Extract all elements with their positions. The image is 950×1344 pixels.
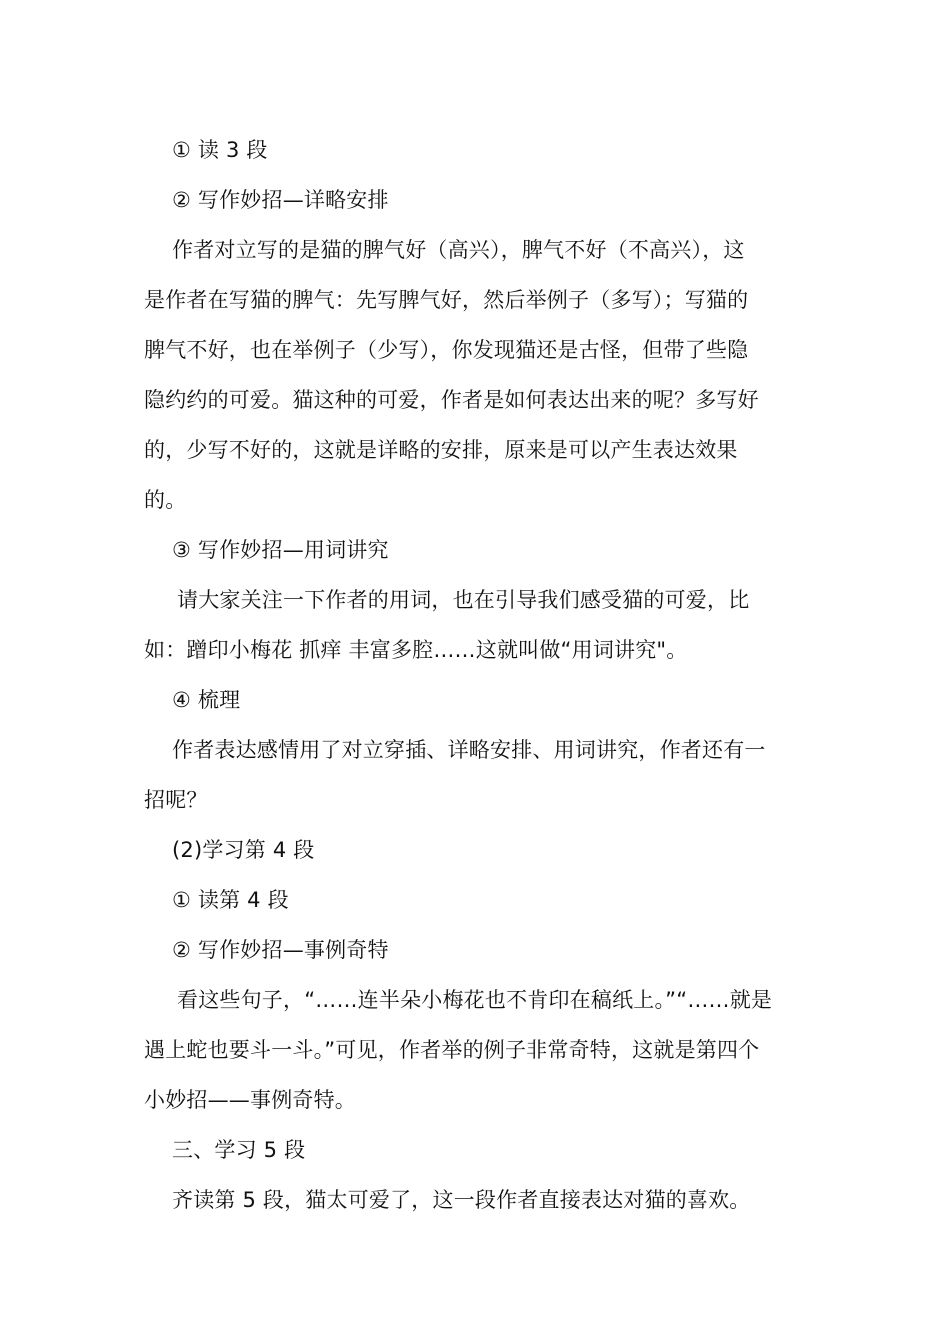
text-line: 如：蹭印小梅花 抓痒 丰富多腔……这就叫做“用词讲究"。 (144, 638, 688, 662)
text-line: 的。 (144, 488, 187, 512)
step-read-paragraph-4: ① 读第 4 段 (172, 888, 289, 912)
text-line: 作者对立写的是猫的脾气好（高兴），脾气不好（不高兴），这 (172, 238, 745, 262)
text-line: 脾气不好，也在举例子（少写），你发现猫还是古怪，但带了些隐 (144, 338, 749, 362)
text-line: 作者表达感情用了对立穿插、详略安排、用词讲究，作者还有一 (172, 738, 766, 762)
paragraph-read-paragraph-5: 齐读第 5 段，猫太可爱了，这一段作者直接表达对猫的喜欢。 (172, 1188, 751, 1212)
text-line: 请大家关注一下作者的用词，也在引导我们感受猫的可爱，比 (177, 588, 750, 612)
text-line: 看这些句子，“……连半朵小梅花也不肯印在稿纸上。”“……就是 (177, 988, 773, 1012)
heading-summary: ④ 梳理 (172, 688, 241, 712)
heading-section-three: 三、学习 5 段 (172, 1138, 306, 1162)
text-line: 招呢？ (144, 788, 208, 812)
text-line: 的，少写不好的，这就是详略的安排，原来是可以产生表达效果 (144, 438, 738, 462)
heading-unusual-examples: ② 写作妙招—事例奇特 (172, 938, 389, 962)
text-line: 是作者在写猫的脾气：先写脾气好，然后举例子（多写）；写猫的 (144, 288, 749, 312)
text-line: 遇上蛇也要斗一斗。”可见，作者举的例子非常奇特，这就是第四个 (144, 1038, 760, 1062)
heading-detail-arrangement: ② 写作妙招—详略安排 (172, 188, 389, 212)
heading-study-paragraph-4: (2)学习第 4 段 (172, 838, 315, 862)
heading-word-choice: ③ 写作妙招—用词讲究 (172, 538, 389, 562)
step-read-paragraph-3: ① 读 3 段 (172, 138, 268, 162)
text-line: 小妙招——事例奇特。 (144, 1088, 356, 1112)
text-line: 隐约约的可爱。猫这种的可爱，作者是如何表达出来的呢？多写好 (144, 388, 759, 412)
